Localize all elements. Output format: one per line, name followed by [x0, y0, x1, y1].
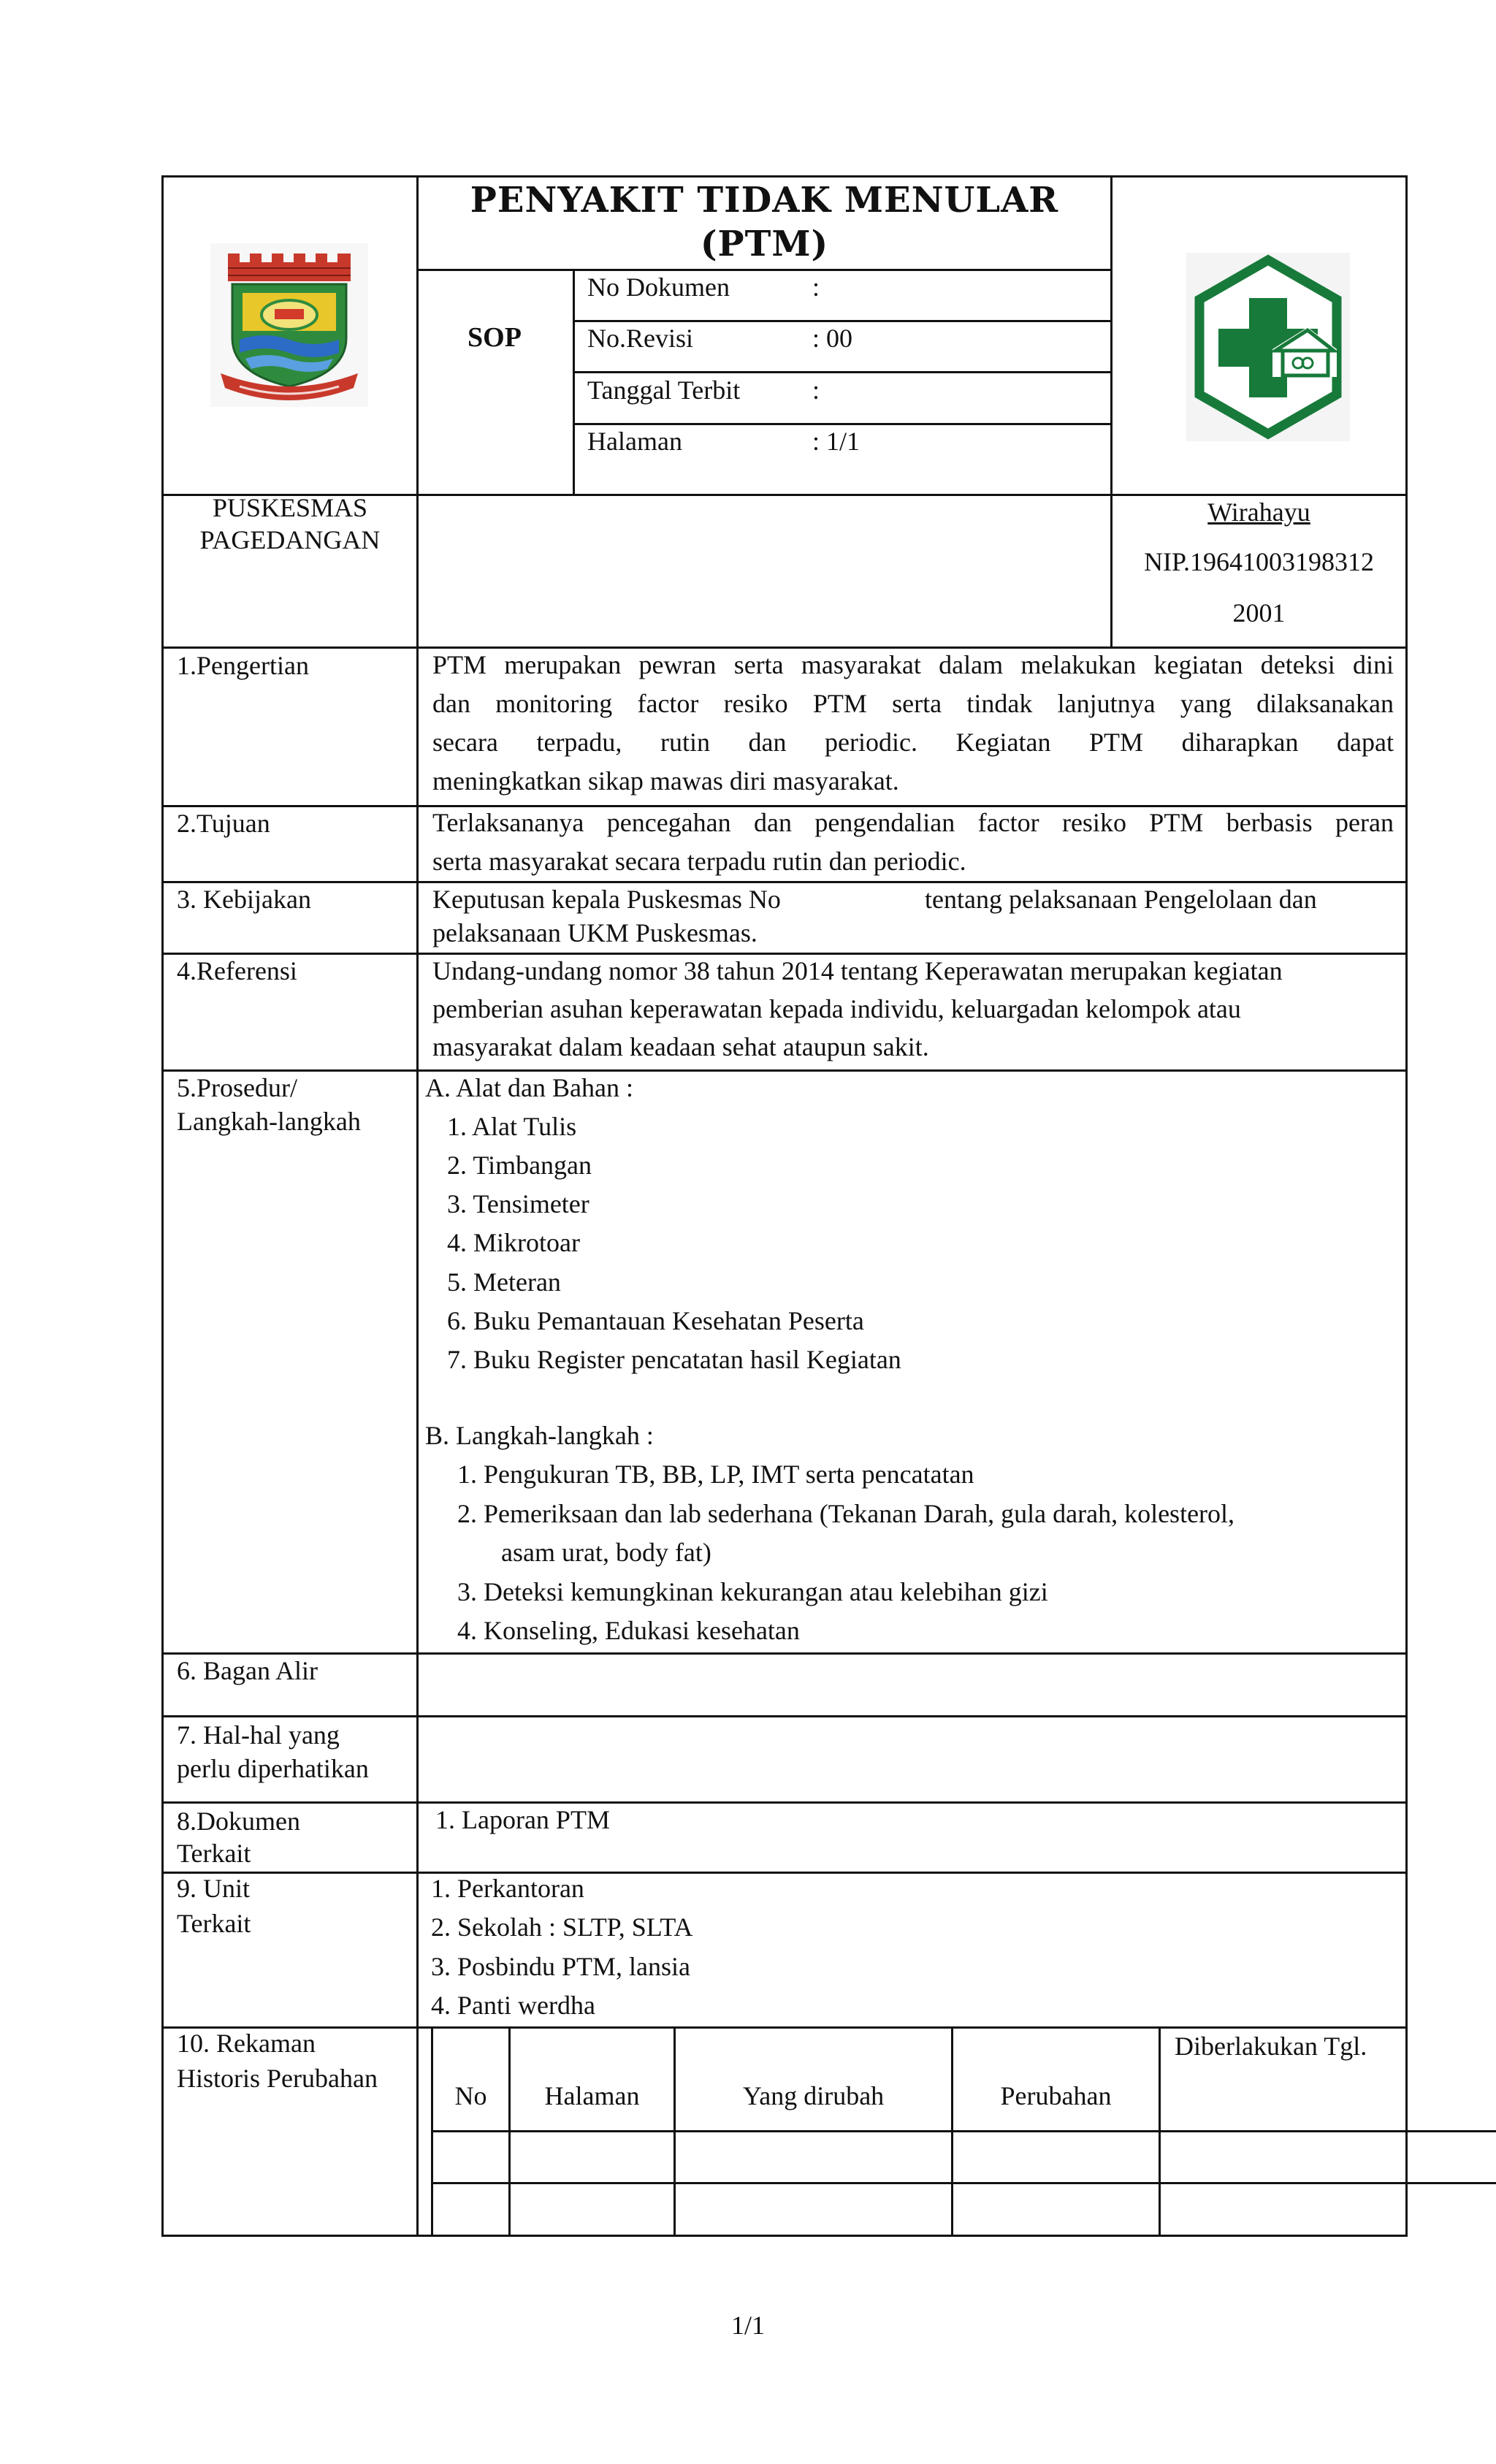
title-line-2: (PTM)	[700, 224, 829, 264]
org-name-line-2: PAGEDANGAN	[199, 525, 381, 554]
prosedur-a-item: 4. Mikrotoar	[447, 1228, 580, 1257]
section-label-referensi: 4.Referensi	[177, 956, 297, 985]
prosedur-b-line: asam urat, body fat)	[501, 1538, 711, 1567]
tujuan-text	[432, 804, 1394, 881]
section-label-rekaman-1: 10. Rekaman	[177, 2029, 316, 2058]
pengertian-line-3: secara terpadu, rutin dan periodic. Kegiatan PTM diharapkan dapat	[432, 728, 1394, 757]
unit-item: 1. Perkantoran	[431, 1874, 584, 1903]
history-col-header-halaman: Halaman	[544, 2081, 640, 2110]
history-col-header-perubahan: Perubahan	[1000, 2081, 1112, 2110]
section-label-pengertian: 1.Pengertian	[177, 651, 309, 680]
signer-name: Wirahayu	[1207, 497, 1310, 527]
prosedur-a-item: 6. Buku Pemantauan Kesehatan Peserta	[447, 1306, 864, 1335]
prosedur-b-line: 4. Konseling, Edukasi kesehatan	[457, 1616, 800, 1645]
page-value: : 1/1	[812, 427, 860, 456]
issue-date-value: :	[812, 375, 820, 405]
issue-date-label: Tanggal Terbit	[587, 375, 741, 405]
outer-border-right	[1405, 175, 1408, 2029]
section-line-4	[161, 1069, 1408, 1072]
kebijakan-line-1a: Keputusan kepala Puskesmas No	[432, 885, 781, 914]
sop-label: SOP	[468, 322, 522, 353]
section-label-prosedur-1: 5.Prosedur/	[177, 1073, 297, 1102]
revision-label: No.Revisi	[587, 324, 694, 353]
section-label-bagan-alir: 6. Bagan Alir	[177, 1656, 318, 1685]
dokumen-item: 1. Laporan PTM	[435, 1805, 610, 1834]
header-divider-left	[416, 175, 419, 2237]
prosedur-a-item: 1. Alat Tulis	[447, 1112, 577, 1141]
referensi-line-2: pemberian asuhan keperawatan kepada individu, keluargadan kelompok atau	[432, 994, 1241, 1023]
footer-page-number: 1/1	[730, 2311, 765, 2340]
document-title	[419, 178, 1110, 266]
regional-seal-logo	[210, 243, 368, 407]
kebijakan-line-1b: tentang pelaksanaan Pengelolaan dan	[925, 885, 1317, 914]
kebijakan-line-2: pelaksanaan UKM Puskesmas.	[432, 918, 757, 947]
tujuan-line-1: Terlaksananya pencegahan dan pengendalian factor resiko PTM berbasis peran	[432, 808, 1394, 837]
prosedur-a-item: 7. Buku Register pencatatan hasil Kegiatan	[447, 1345, 901, 1374]
doc-number-label: No Dokumen	[587, 272, 730, 302]
tujuan-line-2: serta masyarakat secara terpadu rutin dan periodic.	[432, 847, 966, 876]
prosedur-b-line: 1. Pengukuran TB, BB, LP, IMT serta pencatatan	[457, 1460, 974, 1489]
signer-nip-line-1: NIP.19641003198312	[1143, 547, 1375, 576]
section-line-7	[161, 1801, 1408, 1804]
referensi-line-1: Undang-undang nomor 38 tahun 2014 tentang Keperawatan merupakan kegiatan	[432, 956, 1283, 985]
unit-item: 3. Posbindu PTM, lansia	[431, 1952, 691, 1981]
section-line-8	[161, 1872, 1408, 1874]
prosedur-a-item: 2. Timbangan	[447, 1151, 592, 1180]
section-line-6	[161, 1715, 1408, 1717]
history-row-line-2	[431, 2182, 1496, 2184]
prosedur-part-a-title: A. Alat dan Bahan :	[425, 1073, 633, 1102]
section-label-dokumen-1: 8.Dokumen	[177, 1807, 300, 1836]
org-name-line-1: PUSKESMAS	[212, 493, 368, 522]
puskesmas-logo	[1186, 253, 1350, 441]
unit-item: 2. Sekolah : SLTP, SLTA	[431, 1912, 693, 1942]
title-underline	[416, 269, 1112, 271]
page-label: Halaman	[587, 427, 682, 456]
section-label-unit-2: Terkait	[177, 1909, 251, 1938]
outer-border-left	[161, 175, 164, 2237]
outer-border-bottom	[161, 2235, 1408, 2237]
pengertian-line-2: dan monitoring factor resiko PTM serta tindak lanjutnya yang dilaksanakan	[432, 689, 1394, 718]
signer-nip-line-2: 2001	[1232, 598, 1286, 628]
section-label-kebijakan: 3. Kebijakan	[177, 885, 311, 914]
pengertian-line-1: PTM merupakan pewran serta masyarakat dalam melakukan kegiatan deteksi dini	[432, 650, 1394, 679]
referensi-line-3: masyarakat dalam keadaan sehat ataupun sakit.	[432, 1032, 929, 1061]
header-sop-divider	[573, 269, 575, 495]
doc-number-value: :	[812, 272, 820, 302]
section-label-prosedur-2: Langkah-langkah	[177, 1107, 361, 1136]
section-label-rekaman-2: Historis Perubahan	[177, 2064, 378, 2093]
pengertian-text	[432, 646, 1394, 801]
prosedur-part-b-title: B. Langkah-langkah :	[425, 1421, 654, 1450]
section-label-hal-hal-1: 7. Hal-hal yang	[177, 1720, 340, 1750]
prosedur-b-line: 3. Deteksi kemungkinan kekurangan atau kelebihan gizi	[457, 1577, 1048, 1606]
history-row-line-1	[431, 2130, 1496, 2132]
history-col-header-yang-dirubah: Yang dirubah	[742, 2081, 885, 2110]
prosedur-b-line: 2. Pemeriksaan dan lab sederhana (Tekanan Darah, gula darah, kolesterol,	[457, 1499, 1235, 1528]
outer-border-top	[161, 175, 1408, 178]
prosedur-a-item: 5. Meteran	[447, 1267, 561, 1297]
section-label-dokumen-2: Terkait	[177, 1839, 251, 1868]
unit-item: 4. Panti werdha	[431, 1991, 595, 2020]
revision-value: : 00	[812, 324, 853, 353]
title-line-1: PENYAKIT TIDAK MENULAR	[470, 180, 1059, 221]
section-label-unit-1: 9. Unit	[177, 1874, 251, 1903]
history-col-header-diberlakukan: Diberlakukan Tgl.	[1175, 2032, 1367, 2061]
history-col-header-no: No	[454, 2081, 487, 2110]
pengertian-line-4: meningkatkan sikap mawas diri masyarakat.	[432, 766, 899, 796]
section-line-5	[161, 1652, 1408, 1655]
section-label-hal-hal-2: perlu diperhatikan	[177, 1754, 369, 1783]
prosedur-a-item: 3. Tensimeter	[447, 1189, 589, 1218]
section-label-tujuan: 2.Tujuan	[177, 809, 270, 838]
